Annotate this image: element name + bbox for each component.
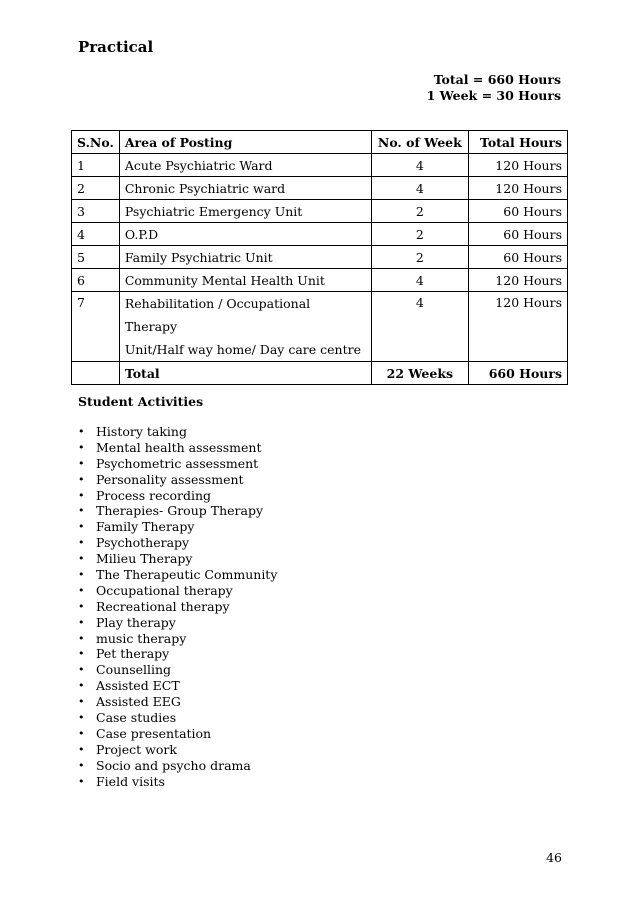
student-activities-title: Student Activities [78,394,204,409]
table-row [72,223,568,246]
list-item-text: Therapies- Group Therapy [96,503,264,519]
cell-sno: 3 [72,200,120,223]
cell-sno: 4 [72,223,120,246]
bullet-icon: • [78,742,85,756]
bullet-icon: • [78,552,85,566]
bullet-icon: • [78,504,85,518]
list-item [78,440,277,456]
bullet-icon: • [78,472,85,486]
cell-weeks: 4 [371,269,468,292]
bullet-icon: • [78,440,85,454]
bullet-icon: • [78,456,85,470]
cell-area: Family Psychiatric Unit [119,246,371,269]
cell-area: O.P.D [119,223,371,246]
cell-hours: 60 Hours [468,223,567,246]
table-row [72,154,568,177]
table-row [72,246,568,269]
bullet-icon: • [78,695,85,709]
table-header-row [72,131,568,154]
totals-summary [427,72,561,104]
list-item [78,694,277,710]
bullet-icon: • [78,758,85,772]
list-item [78,583,277,599]
bullet-icon: • [78,663,85,677]
header-weeks: No. of Week [371,131,468,154]
bullet-icon: • [78,774,85,788]
list-item [78,424,277,440]
table-row [72,292,568,362]
list-item-text: The Therapeutic Community [96,567,278,583]
bullet-icon: • [78,631,85,645]
list-item-text: Project work [96,741,177,757]
list-item-text: Counselling [96,662,172,678]
cell-weeks: 2 [371,223,468,246]
cell-hours: 60 Hours [468,200,567,223]
list-item [78,758,277,774]
bullet-icon: • [78,726,85,740]
list-item-text: Mental health assessment [96,439,262,455]
list-item [78,710,277,726]
header-hours: Total Hours [468,131,567,154]
bullet-icon: • [78,425,85,438]
cell-area: Community Mental Health Unit [119,269,371,292]
list-item [78,615,277,631]
cell-sno: 7 [72,292,120,362]
header-sno: S.No. [72,131,120,154]
list-item-text: Field visits [96,773,165,789]
list-item [78,599,277,615]
cell-area: Acute Psychiatric Ward [119,154,371,177]
cell-sno: 6 [72,269,120,292]
cell-weeks: 2 [371,200,468,223]
table-row [72,200,568,223]
list-item [78,742,277,758]
cell-area: Chronic Psychiatric ward [119,177,371,200]
list-item-text: Occupational therapy [96,582,233,598]
cell-area [119,292,371,362]
cell-weeks: 4 [371,154,468,177]
cell-hours: 120 Hours [468,292,567,362]
list-item [78,662,277,678]
bullet-icon: • [78,647,85,661]
bullet-icon: • [78,568,85,582]
list-item-text: Personality assessment [96,471,244,487]
posting-table [71,130,568,385]
list-item [78,678,277,694]
list-item-text: Process recording [96,487,212,503]
list-item-text: Family Therapy [96,519,195,535]
cell-hours: 120 Hours [468,154,567,177]
list-item [78,646,277,662]
student-activities-list [78,424,277,789]
cell-weeks: 4 [371,177,468,200]
list-item-text: Pet therapy [96,646,170,662]
list-item-text: music therapy [96,630,187,646]
list-item [78,519,277,535]
list-item-text: Psychotherapy [96,535,190,551]
cell-sno-empty [72,362,120,385]
week-hours-line: 1 Week = 30 Hours [426,88,561,103]
list-item [78,503,277,519]
list-item [78,488,277,504]
page-heading: Practical [78,38,154,56]
list-item [78,535,277,551]
list-item [78,726,277,742]
cell-weeks: 4 [371,292,468,362]
list-item [78,472,277,488]
total-weeks: 22 Weeks [371,362,468,385]
cell-area-line: Unit/Half way home/ Day care centre [124,342,361,357]
bullet-icon: • [78,679,85,693]
list-item-text: Milieu Therapy [96,551,193,567]
table-row [72,177,568,200]
list-item [78,774,277,790]
page-number: 46 [546,850,562,865]
bullet-icon: • [78,536,85,550]
bullet-icon: • [78,711,85,725]
total-hours: 660 Hours [468,362,567,385]
total-hours-line: Total = 660 Hours [433,72,561,87]
bullet-icon: • [78,615,85,629]
list-item-text: Assisted EEG [96,694,181,710]
table-total-row [72,362,568,385]
cell-hours: 120 Hours [468,269,567,292]
table-row [72,269,568,292]
list-item-text: Socio and psycho drama [96,757,251,773]
cell-area-line: Rehabilitation / Occupational Therapy [124,296,311,334]
cell-sno: 2 [72,177,120,200]
cell-weeks: 2 [371,246,468,269]
cell-hours: 120 Hours [468,177,567,200]
list-item [78,631,277,647]
bullet-icon: • [78,488,85,502]
list-item [78,551,277,567]
cell-area: Psychiatric Emergency Unit [119,200,371,223]
list-item-text: Recreational therapy [96,598,230,614]
bullet-icon: • [78,599,85,613]
list-item-text: Assisted ECT [96,678,180,694]
list-item [78,456,277,472]
list-item-text: History taking [96,424,187,439]
cell-hours: 60 Hours [468,246,567,269]
cell-sno: 5 [72,246,120,269]
list-item-text: Case presentation [96,725,212,741]
list-item-text: Psychometric assessment [96,455,259,471]
bullet-icon: • [78,520,85,534]
cell-sno: 1 [72,154,120,177]
bullet-icon: • [78,583,85,597]
total-label: Total [119,362,371,385]
list-item-text: Play therapy [96,614,176,630]
list-item-text: Case studies [96,710,177,726]
list-item [78,567,277,583]
header-area: Area of Posting [119,131,371,154]
